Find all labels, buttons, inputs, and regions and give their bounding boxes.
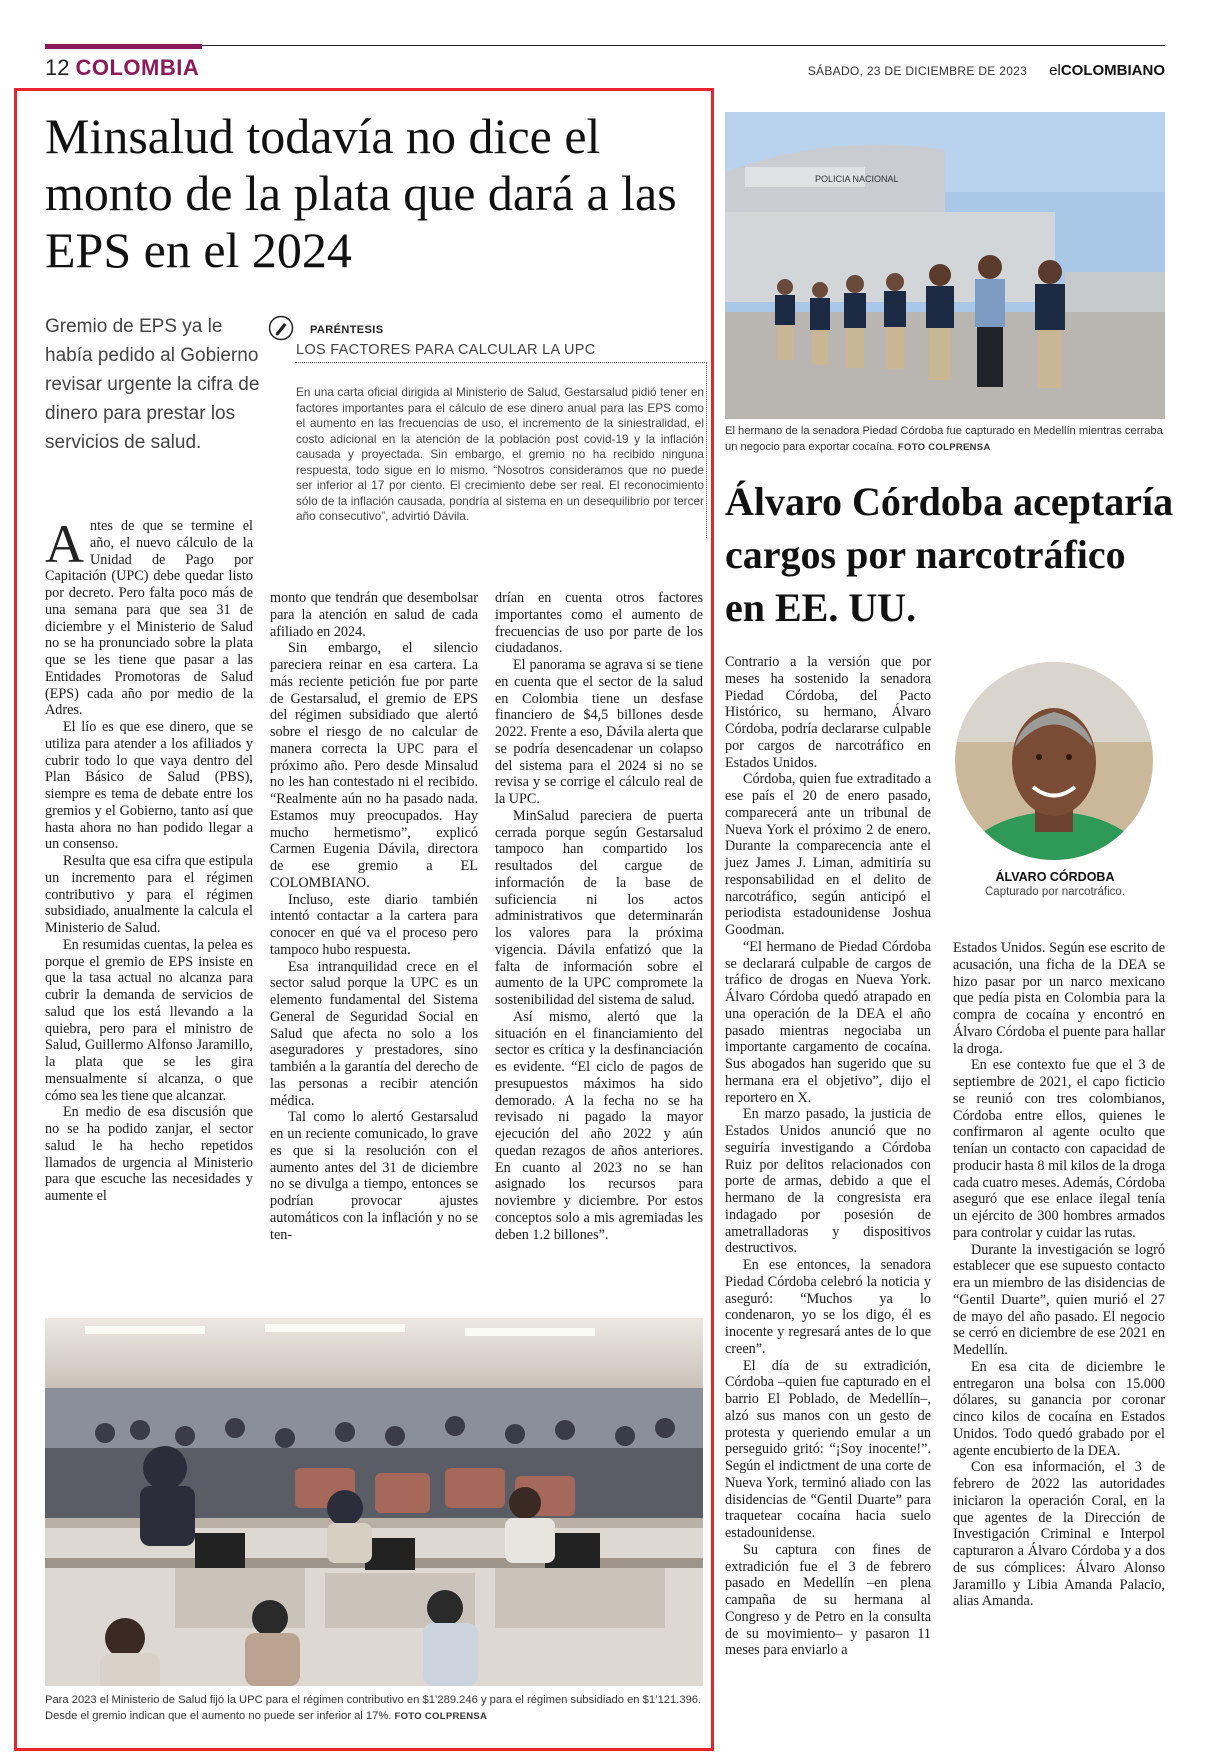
parentesis-rule: [295, 362, 707, 363]
parentesis-title: LOS FACTORES PARA CALCULAR LA UPC: [296, 342, 596, 358]
parentesis-label: PARÉNTESIS: [310, 324, 384, 336]
paragraph: MinSalud pareciera de puerta cerrada porque según Gestarsalud tampoco han compartido los resultados del cargue de información de la base de suficiencia ni los actos administrativos que determinarán los valores para la próxima vigencia. Dávila enfatizó que la falta de información sobre el aumento de la UPC compromete la sostenibilidad del sistema de salud.: [495, 807, 703, 1008]
article2-column-1: [725, 654, 931, 1659]
masthead-prefix: el: [1049, 62, 1061, 79]
sign-text: POLICIA NACIONAL: [815, 174, 899, 184]
article2-column-2: [953, 940, 1165, 1610]
eps-office-illustration: [45, 1318, 703, 1686]
article1-dek: Gremio de EPS ya le había pedido al Gobierno revisar urgente la cifra de dinero para prestar los servicios de salud.: [45, 316, 260, 453]
paragraph: En resumidas cuentas, la pelea es porque el gremio de EPS insiste en que la tasa actual no alcanza para cubrir la demanda de servicios de salud que los está llevando a la quiebra, pero para el ministro de Salud, Guillermo Alfonso Jaramillo, la plata que se les gira mensualmente sí alcanza, o que cómo sea les tiene que alcanzar.: [45, 936, 253, 1104]
portrait-name: ÁLVARO CÓRDOBA: [995, 870, 1115, 884]
paragraph: Estados Unidos. Según ese escrito de acusación, una ficha de la DEA se hizo pasar por un narco mexicano que pedía pista en Colombia para la compra de cocaína y encontró en Álvaro Córdoba el puente para hallar la droga.: [953, 940, 1165, 1057]
masthead-name: COLOMBIANO: [1060, 62, 1165, 79]
paragraph: Con esa información, el 3 de febrero de 2022 las autoridades iniciaron la operación Coral, en la que agentes de la Dirección de Investigación Criminal e Interpol capturaron a Álvaro Córdoba y a dos de sus cómplices: Álvaro Alonso Jaramillo y Libia Amanda Palacio, alias Amanda.: [953, 1459, 1165, 1610]
photo-credit: FOTO COLPRENSA: [897, 442, 991, 453]
paragraph: Resulta que esa cifra que estipula un incremento para el régimen contributivo y para el régimen subsidiado, anualmente la calcula el Ministerio de Salud.: [45, 853, 253, 936]
page-number: 12: [45, 55, 70, 80]
parentesis-body: En una carta oficial dirigida al Ministerio de Salud, Gestarsalud pidió tener en factores importantes para el cálculo de ese dinero anual para las EPS como el aumento en las frecuencias de uso, el incremento de la siniestralidad, el costo adicional en la atención de la población post covid-19 y la inflación causada y proyectada. Sin embargo, el gremio no ha recibido ninguna respuesta, todo sigue en lo mismo. “Nosotros consideramos que no puede ser inferior al 17 por ciento. El crecimiento debe ser real. El reconocimiento sólo de la inflación causada, pondría al sistema en un desequilibrio por tercer año consecutivo”, advirtió Dávila.: [296, 385, 704, 523]
paragraph: Su captura con fines de extradición fue el 3 de febrero pasado en Medellín –en plena campaña de su hermana al Congreso y de Petro en la consulta de su movimiento– y pasaron 11 meses para enviarlo a: [725, 1541, 931, 1659]
paragraph: monto que tendrán que desembolsar para la atención en salud de cada afiliado en 2024.: [270, 590, 478, 640]
paragraph: Incluso, este diario también intentó contactar a la cartera para conocer en qué va el proceso pero tampoco hubo respuesta.: [270, 891, 478, 958]
pen-icon: [268, 315, 294, 341]
police-photo-caption: [725, 423, 1165, 456]
article2-headline: Álvaro Córdoba aceptaría cargos por narcotráfico en EE. UU.: [725, 479, 1174, 630]
caption-text: Para 2023 el Ministerio de Salud fijó la UPC para el régimen contributivo en $1’289.246 y para el régimen subsidiado en $1’121.396. Desde el gremio indican que el aumento no puede ser inferior al 17%.: [45, 1694, 702, 1722]
police-escort-illustration: [725, 112, 1165, 419]
article1-column-1: [45, 514, 253, 1205]
police-photo: [725, 112, 1165, 419]
paragraph: Córdoba, quien fue extraditado a ese país el 20 de enero pasado, comparecerá ante un tribunal de Nueva York el próximo 2 de enero. Durante la comparecencia ante el juez James J. Liman, admitiría su responsabilidad en el delito de narcotráfico, según anticipó el periodista estadounidense Joshua Goodman.: [725, 771, 931, 938]
page-header-right: [808, 62, 1165, 79]
paragraph: El panorama se agrava si se tiene en cuenta que el sector de la salud en Colombia tiene un desfase financiero de $4,5 billones desde 2022. Frente a eso, Dávila alerta que se podría desencadenar un colapso del sistema para el 2024 si no se revisa y se corrige el cálculo real de la UPC.: [495, 657, 704, 807]
eps-office-photo: [45, 1318, 703, 1686]
portrait-illustration: [955, 662, 1153, 860]
paragraph: Sin embargo, el silencio pareciera reinar en esa cartera. La más reciente petición fue por parte de Gestarsalud, el gremio de EPS del régimen subsidiado que alertó sobre el riesgo de no calcular de manera correcta la UPC para el próximo año. Pero desde Minsalud no les han contestado ni el recibido. “Realmente aún no ha pasado nada. Estamos muy preocupados. Hay mucho hermetismo”, explicó Carmen Eugenia Dávila, directora de ese gremio a EL COLOMBIANO.: [270, 640, 478, 891]
paragraph: En ese entonces, la senadora Piedad Córdoba celebró la noticia y aseguró: “Muchos ya lo condenaron, yo se los digo, él es inocente y regresará antes de lo que creen”.: [725, 1257, 931, 1357]
paragraph: El día de su extradición, Córdoba –quien fue capturado en el barrio El Poblado, de Medellín–, alzó sus manos con un gesto de protesta y queriendo emular a un perseguido gritó: “¡Soy inocente!”. Según el indictment de una corte de Nueva York, terminó aliado con las disidencias de “Gentil Duarte” para traquetear cocaína hacia suelo estadounidense.: [725, 1357, 931, 1541]
article1-column-2: [270, 590, 478, 1243]
paragraph: [45, 514, 253, 719]
parentesis-side-rule: [706, 362, 707, 538]
paragraph-text: ntes de que se termine el año, el nuevo cálculo de la Unidad de Pago por Capitación (UPC) debe quedar listo por decreto. Pero falta poco más de una semana para que sea 31 de diciembre y el Ministerio de Salud no se ha pronunciado sobre la plata que se les tiene que pasar a las Entidades Promotoras de Salud (EPS) cada año por medio de la Adres.: [45, 518, 253, 719]
section-name: COLOMBIA: [75, 55, 200, 80]
parentesis-box: [268, 315, 711, 558]
masthead-logo: [1049, 62, 1165, 79]
article1-headline: Minsalud todavía no dice el monto de la plata que dará a las EPS en el 2024: [45, 108, 677, 278]
paragraph: Así mismo, alertó que la situación en el financiamiento del sector es crítica y la desfinanciación es evidente. “El ciclo de pagos de presupuestos máximos ha sido demorado. A la fecha no se ha revisado ni pagado la mayor ejecución del año 2022 y aún quedan rezagos de años anteriores. En cuanto al 2023 no se han asignado los recursos para noviembre y diciembre. Por estos conceptos solo a mis agremiadas les deben 1.2 billones”.: [495, 1008, 703, 1243]
paragraph: En ese contexto fue que el 3 de septiembre de 2021, el capo ficticio se reunió con tres colombianos, Córdoba entre ellos, quienes le confirmaron al agente oculto que tenían un contacto con capacidad de producir hasta 8 mil kilos de la droga cada cuatro meses. Además, Córdoba aseguró que ese enlace ilegal tenía un ejército de 300 hombres armados para controlar y cuidar las rutas.: [953, 1057, 1165, 1241]
caption-text: El hermano de la senadora Piedad Córdoba fue capturado en Medellín mientras cerraba un negocio para exportar cocaína.: [725, 425, 1163, 453]
paragraph: Tal como lo alertó Gestarsalud en un reciente comunicado, lo grave es que si la resolución con el aumento antes del 31 de diciembre no se divulga a tiempo, entonces se podrían provocar ajustes automáticos con la inflación y no se ten-: [270, 1109, 478, 1243]
header-rule: [45, 45, 1165, 46]
portrait-photo: [955, 662, 1153, 860]
article1-column-3: [495, 590, 703, 1243]
paragraph: En marzo pasado, la justicia de Estados Unidos anunció que no seguiría investigando a Córdoba Ruiz por delitos relacionados con porte de armas, debido a que el hermano de la congresista era indagado por posesión de ametralladoras y dispositivos destructivos.: [725, 1106, 931, 1257]
drop-cap: A: [45, 514, 84, 574]
paragraph: drían en cuenta otros factores importantes como el aumento de frecuencias de uso por parte de los ciudadanos.: [495, 590, 703, 657]
paragraph: Contrario a la versión que por meses ha sostenido la senadora Piedad Córdoba, del Pacto Histórico, su hermano, Álvaro Córdoba, podría declararse culpable por cargos de narcotráfico en Estados Unidos.: [725, 654, 931, 771]
portrait-subtitle: Capturado por narcotráfico.: [985, 886, 1125, 898]
photo-credit: FOTO COLPRENSA: [394, 1711, 488, 1722]
page-header-left: [45, 55, 199, 81]
paragraph: Esa intranquilidad crece en el sector salud porque la UPC es un elemento fundamental del Sistema General de Seguridad Social en Salud que afecta no solo a los aseguradores y prestadores, sino también a la garantía del derecho de las personas a recibir atención médica.: [270, 958, 478, 1109]
paragraph: En medio de esa discusión que no se ha podido zanjar, el sector salud le ha hecho repetidos llamados de urgencia al Ministerio para que escuche las necesidades y aumente el: [45, 1104, 253, 1204]
issue-date: SÁBADO, 23 DE DICIEMBRE DE 2023: [807, 64, 1028, 78]
paragraph: En esa cita de diciembre le entregaron una bolsa con 15.000 dólares, su ganancia por coronar cinco kilos de cocaína en Estados Unidos. Todo quedó grabado por el agente encubierto de la DEA.: [953, 1358, 1165, 1459]
paragraph: El lío es que ese dinero, que se utiliza para atender a los afiliados y cubrir todo lo que vaya dentro del Plan Básico de Salud (PBS), siempre es tema de debate entre los gremios y el Gobierno, tanto así que hasta ahora no han podido llegar a un consenso.: [45, 719, 253, 853]
section-accent-bar: [45, 44, 202, 49]
paragraph: Durante la investigación se logró establecer que ese supuesto contacto era un miembro de las disidencias de “Gentil Duarte”, quien murió el 27 de mayo del año pasado. El negocio se cerró en diciembre de ese 2021 en Medellín.: [953, 1241, 1165, 1358]
paragraph: “El hermano de Piedad Córdoba se declarará culpable de cargos de tráfico de drogas en Nueva York. Álvaro Córdoba quedó atrapado en una operación de la DEA el año pasado mientras negociaba un importante cargamento de cocaína. Sus abogados han sugerido que su hermana era el objetivo”, dijo el reportero en X.: [725, 938, 931, 1106]
eps-photo-caption: [45, 1692, 705, 1725]
